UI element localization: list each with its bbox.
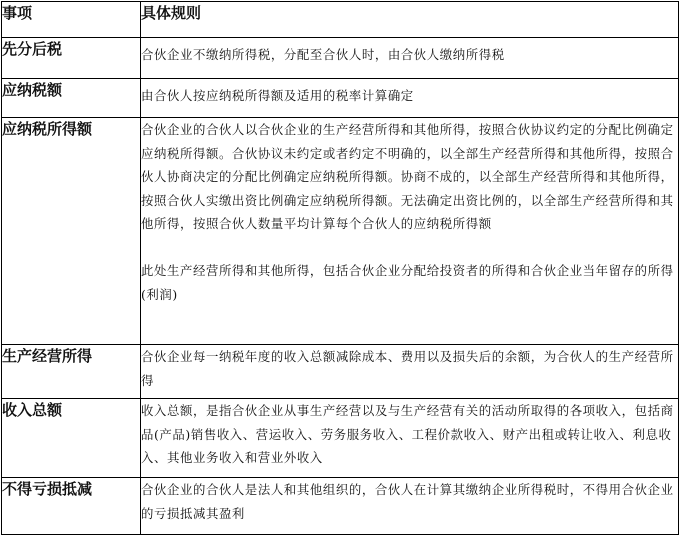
rule-note: 此处生产经营所得和其他所得，包括合伙企业分配给投资者的所得和合伙企业当年留存的所得(利润) xyxy=(141,262,674,302)
rule-text: 由合伙人按应纳税所得额及适用的税率计算确定 xyxy=(141,88,414,103)
rule-text: 合伙企业每一纳税年度的收入总额减除成本、费用以及损失后的余额，为合伙人的生产经营所得 xyxy=(141,349,674,388)
row-term: 先分后税 xyxy=(2,38,141,79)
rule-text: 合伙企业的合伙人以合伙企业的生产经营所得和其他所得，按照合伙协议约定的分配比例确定应纳税所得额。合伙协议未约定或者约定不明确的，以全部生产经营所得和其他所得，按照合伙人协商决定的分配比例确定应纳税所得额。协商不成的，以全部生产经营所得和其他所得，按照合伙人实缴出资比例确定应纳税所得额。无法确定出资比例的，以全部生产经营所得和其他所得，按照合伙人数量平均计算每个合伙人的应纳税所得额 xyxy=(141,122,674,232)
rule-text: 合伙企业的合伙人是法人和其他组织的，合伙人在计算其缴纳企业所得税时，不得用合伙企业的亏损抵减其盈利 xyxy=(141,482,674,521)
row-rule xyxy=(141,399,679,478)
table-row xyxy=(2,399,679,478)
row-rule xyxy=(141,345,679,399)
row-rule xyxy=(141,38,679,79)
table-row xyxy=(2,345,679,399)
table-row xyxy=(2,38,679,79)
table-row xyxy=(2,478,679,535)
table-header-row xyxy=(2,2,679,38)
row-term: 不得亏损抵减 xyxy=(2,478,141,535)
row-term: 生产经营所得 xyxy=(2,345,141,399)
row-term: 应纳税额 xyxy=(2,79,141,118)
column-header-item: 事项 xyxy=(2,2,141,38)
column-header-rule: 具体规则 xyxy=(141,2,679,38)
row-rule xyxy=(141,79,679,118)
row-term: 收入总额 xyxy=(2,399,141,478)
row-term: 应纳税所得额 xyxy=(2,118,141,345)
row-rule xyxy=(141,118,679,345)
row-rule xyxy=(141,478,679,535)
table-row xyxy=(2,118,679,345)
rule-text: 合伙企业不缴纳所得税，分配至合伙人时，由合伙人缴纳所得税 xyxy=(141,47,505,62)
table-row xyxy=(2,79,679,118)
rules-table xyxy=(1,1,679,535)
rule-text: 收入总额，是指合伙企业从事生产经营以及与生产经营有关的活动所取得的各项收入，包括商品(产品)销售收入、营运收入、劳务服务收入、工程价款收入、财产出租或转让收入、利息收入、其他业务收入和营业外收入 xyxy=(141,403,674,466)
